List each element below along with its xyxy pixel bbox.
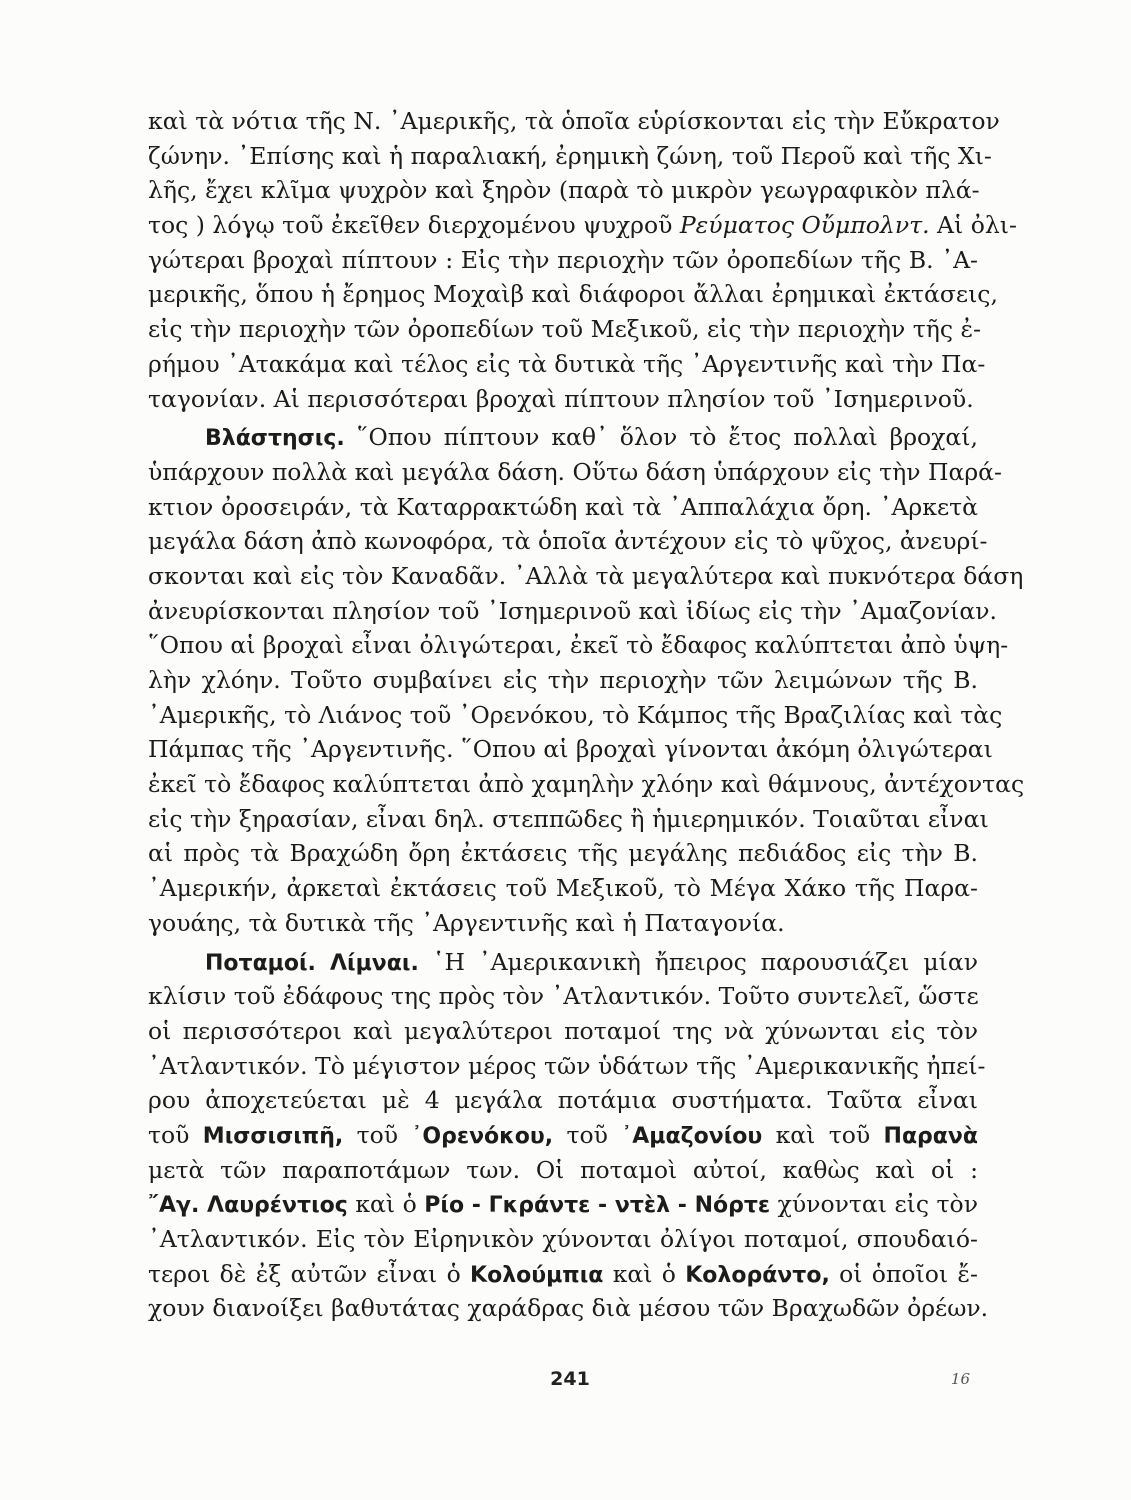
river-name-columbia: Κολούμπια <box>470 1262 604 1288</box>
text-line: οἱ περισσότεροι καὶ μεγαλύτεροι ποταμοί της νὰ χύνωνται εἰς τὸν <box>148 1016 978 1045</box>
text-fragment: τος ) λόγῳ τοῦ ἐκεῖθεν διερχομένου ψυχροῦ <box>148 211 673 240</box>
text-line: γουάης, τὰ δυτικὰ τῆς ᾿Αργεντινῆς καὶ ἡ Παταγονία. <box>148 908 785 937</box>
text-line <box>148 420 978 455</box>
text-line: ἀνευρίσκονται πλησίον τοῦ ᾿Ισημερινοῦ καὶ ἰδίως εἰς τὴν ᾿Αμαζονίαν. <box>148 596 998 625</box>
text-fragment: καὶ τοῦ <box>762 1120 884 1149</box>
section-heading-rivers: Ποταμοί. Λίμναι. <box>205 950 419 976</box>
text-line: ᾿Αμερικῆς, τὸ Λιάνος τοῦ ᾿Ορενόκου, τὸ Κάμπος τῆς Βραζιλίας καὶ τὰς <box>148 700 1003 729</box>
text-line <box>148 208 1017 243</box>
current-name-italic: Ρεύματος Οὔμπολντ. <box>679 211 930 240</box>
signature-mark: 16 <box>950 1370 970 1388</box>
text-fragment: ῾Η ᾿Αμερικανικὴ ἤπειρος παρουσιάζει μίαν <box>432 947 978 976</box>
text-fragment: τοῦ <box>343 1120 412 1149</box>
text-line: ὑπάρχουν πολλὰ καὶ μεγάλα δάση. Οὕτω δάση ὑπάρχουν εἰς τὴν Παρά- <box>148 457 1002 486</box>
text-fragment: τοῦ <box>148 1120 203 1149</box>
text-line: ᾿Ατλαντικόν. Τὸ μέγιστον μέρος τῶν ὑδάτων τῆς ᾿Αμερικανικῆς ἠπεί- <box>148 1051 986 1080</box>
text-line: σκονται καὶ εἰς τὸν Καναδᾶν. ᾿Αλλὰ τὰ μεγαλύτερα καὶ πυκνότερα δάση <box>148 561 1024 590</box>
text-fragment: οἱ ὁποῖοι ἔ- <box>829 1259 978 1288</box>
text-line: μεγάλα δάση ἀπὸ κωνοφόρα, τὰ ὁποῖα ἀντέχουν εἰς τὸ ψῦχος, ἀνευρί- <box>148 527 988 556</box>
text-line: ἐκεῖ τὸ ἔδαφος καλύπτεται ἀπὸ χαμηλὴν χλόην καὶ θάμνους, ἀντέχοντας <box>148 770 1025 799</box>
text-fragment: Αἱ ὀλι- <box>929 211 1017 240</box>
river-name-rio-grande: Ρίο - Γκράντε - ντὲλ - Νόρτε <box>424 1193 771 1219</box>
text-line: μερικῆς, ὅπου ἡ ἔρημος Μοχαὶβ καὶ διάφοροι ἄλλαι ἐρημικαὶ ἐκτάσεις, <box>148 280 998 309</box>
text-line: μετὰ τῶν παραποτάμων των. Οἱ ποταμοὶ αὐτοί, καθὼς καὶ οἱ : <box>148 1155 978 1184</box>
text-line <box>148 1187 978 1222</box>
text-line: κλίσιν τοῦ ἐδάφους της πρὸς τὸν ᾿Ατλαντικόν. Τοῦτο συντελεῖ, ὥστε <box>148 982 979 1011</box>
text-fragment: τοῦ <box>553 1120 622 1149</box>
text-fragment: χύνονται εἰς τὸν <box>770 1190 978 1219</box>
text-fragment: καὶ ὁ <box>347 1190 425 1219</box>
text-line: ζώνην. ᾿Επίσης καὶ ἡ παραλιακή, ἐρημικὴ ζώνη, τοῦ Περοῦ καὶ τῆς Χι- <box>148 141 992 170</box>
text-line: λῆς, ἔχει κλῖμα ψυχρὸν καὶ ξηρὸν (παρὰ τὸ μικρὸν γεωγραφικὸν πλά- <box>148 176 980 205</box>
text-fragment: τεροι δὲ ἐξ αὐτῶν εἶναι ὁ <box>148 1259 471 1288</box>
text-line: κτιον ὀροσειράν, τὰ Καταρρακτώδη καὶ τὰ ᾿Αππαλάχια ὄρη. ᾿Αρκετὰ <box>148 492 978 521</box>
text-line: ᾿Ατλαντικόν. Εἰς τὸν Εἰρηνικὸν χύνονται ὀλίγοι ποταμοί, σπουδαιό- <box>148 1225 978 1253</box>
river-name-st-lawrence: ῎Αγ. Λαυρέντιος <box>148 1193 348 1219</box>
text-line <box>148 945 978 980</box>
body-text <box>148 104 1025 1326</box>
text-line: λὴν χλόην. Τοῦτο συμβαίνει εἰς τὴν περιοχὴν τῶν λειμώνων τῆς Β. <box>148 666 978 694</box>
river-name-parana: Παρανὰ <box>883 1123 979 1149</box>
text-line: γώτεραι βροχαὶ πίπτουν : Εἰς τὴν περιοχὴν τῶν ὀροπεδίων τῆς Β. ᾿Α- <box>148 245 978 274</box>
text-line: χουν διανοίξει βαθυτάτας χαράδρας διὰ μέσου τῶν Βραχωδῶν ὀρέων. <box>148 1294 989 1323</box>
text-line: εἰς τὴν ξηρασίαν, εἶναι δηλ. στεππῶδες ἢ ἡμιερημικόν. Τοιαῦται εἶναι <box>148 804 989 833</box>
text-line: αἱ πρὸς τὰ Βραχώδη ὄρη ἐκτάσεις τῆς μεγάλης πεδιάδος εἰς τὴν Β. <box>148 839 978 868</box>
page-number: 241 <box>550 1368 590 1390</box>
text-line: ρου ἀποχετεύεται μὲ 4 μεγάλα ποτάμια συστήματα. Ταῦτα εἶναι <box>148 1086 978 1115</box>
river-name-amazon: ᾿Αμαζονίου <box>621 1123 763 1149</box>
text-line <box>148 1118 978 1153</box>
text-line: ταγονίαν. Αἱ περισσότεραι βροχαὶ πίπτουν πλησίον τοῦ ᾿Ισημερινοῦ. <box>148 384 974 413</box>
river-name-orinoco: ᾿Ορενόκου, <box>411 1123 554 1149</box>
text-line: καὶ τὰ νότια τῆς Ν. ᾿Αμερικῆς, τὰ ὁποῖα εὑρίσκονται εἰς τὴν Εὔκρατον <box>148 107 1000 135</box>
section-heading-vegetation: Βλάστησις. <box>205 426 345 452</box>
river-name-colorado: Κολοράντο, <box>685 1262 830 1288</box>
text-line <box>148 1257 978 1292</box>
text-line: ῞Οπου αἱ βροχαὶ εἶναι ὀλιγώτεραι, ἐκεῖ τὸ ἔδαφος καλύπτεται ἀπὸ ὑψη- <box>148 631 1009 660</box>
text-line: ᾿Αμερικήν, ἀρκεταὶ ἐκτάσεις τοῦ Μεξικοῦ, τὸ Μέγα Χάκο τῆς Παρα- <box>148 874 978 903</box>
text-line: εἰς τὴν περιοχὴν τῶν ὀροπεδίων τοῦ Μεξικοῦ, εἰς τὴν περιοχὴν τῆς ἐ- <box>148 315 982 344</box>
text-fragment: ῞Οπου πίπτουν καθ᾿ ὅλον τὸ ἔτος πολλαὶ βροχαί, <box>356 423 978 452</box>
text-line: Πάμπας τῆς ᾿Αργεντινῆς. ῞Οπου αἱ βροχαὶ γίνονται ἀκόμη ὀλιγώτεραι <box>148 735 993 764</box>
text-line: ρήμου ᾿Ατακάμα καὶ τέλος εἰς τὰ δυτικὰ τῆς ᾿Αργεντινῆς καὶ τὴν Πα- <box>148 349 986 378</box>
river-name-mississippi: Μισσισιπῆ, <box>202 1123 344 1149</box>
text-fragment: καὶ ὁ <box>603 1259 686 1288</box>
